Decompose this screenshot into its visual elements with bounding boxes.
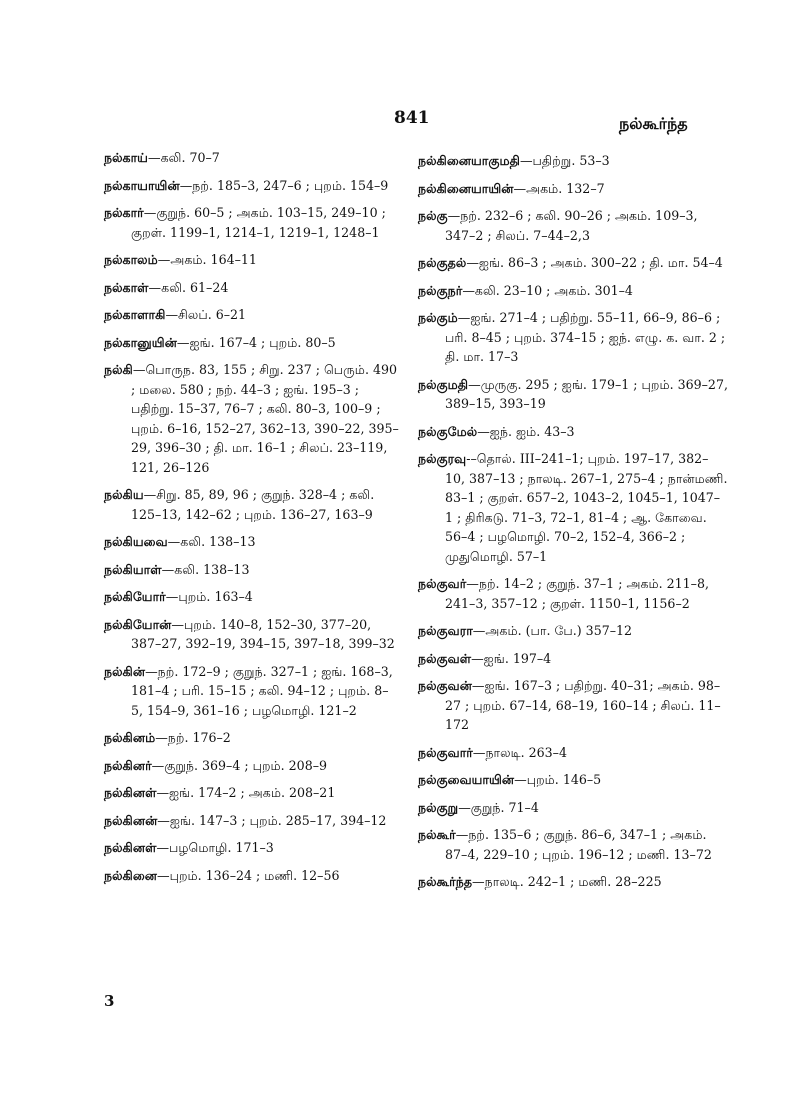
entry-headword: நல்காய் <box>104 150 148 165</box>
entry-headword: நல்குதல் <box>418 255 467 270</box>
index-entry <box>418 206 728 245</box>
entry-headword: நல்கினை <box>104 867 157 883</box>
entry-headword: நல்குவார் <box>418 744 473 760</box>
index-entry <box>418 308 728 367</box>
entry-references: —பொருந. 83, 155 ; சிறு. 237 ; பெரும். 490 ; மலை. 580 ; நற். 44–3 ; ஐங். 195–3 ; பதிற்று. 15–37, 76–7 ; கலி. 80–3, 100–9 ; புறம். 6–16, 152–27, 362–13, 390–22, 395–29, 396–30 ; தி. மா. 16–1 ; சிலப். 23–119, 121, 26–126 <box>131 362 399 475</box>
entry-references: —நற். 185–3, 247–6 ; புறம். 154–9 <box>179 177 389 193</box>
entry-headword: நல்கும் <box>418 310 458 325</box>
index-entry <box>104 203 400 242</box>
running-head: நல்கூர்ந்த <box>619 114 688 133</box>
index-entry <box>104 615 400 654</box>
page-number: 841 <box>394 108 430 128</box>
index-entry <box>418 151 728 171</box>
index-entry <box>104 866 400 886</box>
entry-headword: நல்கினன் <box>104 812 158 828</box>
entry-references: —கலி. 61–24 <box>148 279 229 295</box>
entry-headword: நல்கூர் <box>418 827 456 842</box>
entry-headword: நல்காளாகி <box>104 307 166 322</box>
entry-references: —கலி. 23–10 ; அகம். 301–4 <box>462 282 633 298</box>
index-entry <box>104 811 400 831</box>
index-entry <box>104 250 400 270</box>
entry-references: —ஐங். 86–3 ; அகம். 300–22 ; தி. மா. 54–4 <box>466 255 723 270</box>
entry-headword: நல்கினர் <box>104 757 152 773</box>
entry-headword: நல்கினையாகுமதி <box>418 153 520 168</box>
entry-headword: நல்குரவு <box>418 451 467 466</box>
index-entry <box>418 770 728 790</box>
entry-references: —குறுந். 71–4 <box>458 799 539 815</box>
index-entry <box>418 449 728 566</box>
entry-headword: நல்கினள் <box>104 840 157 855</box>
index-entry <box>418 649 728 669</box>
index-entry <box>418 281 728 301</box>
entry-references: —கலி. 138–13 <box>167 534 256 549</box>
index-entry <box>104 360 400 477</box>
entry-references: —நற். 14–2 ; குறுந். 37–1 ; அகம். 211–8, 241–3, 357–12 ; குறள். 1150–1, 1156–2 <box>445 576 709 611</box>
index-entry <box>104 728 400 748</box>
entry-references: —புறம். 136–24 ; மணி. 12–56 <box>156 867 340 883</box>
entry-references: —புறம். 146–5 <box>514 772 602 787</box>
index-entry <box>104 305 400 325</box>
entry-references: —பழமொழி. 171–3 <box>156 840 274 855</box>
entry-headword: நல்குமேல் <box>418 423 478 439</box>
entry-references: —குறுந். 60–5 ; அகம். 103–15, 249–10 ; குறள். 1199–1, 1214–1, 1219–1, 1248–1 <box>131 205 386 240</box>
entry-references: —ஐங். 197–4 <box>471 650 552 666</box>
entry-headword: நல்கானுயின் <box>104 334 177 350</box>
entry-headword: நல்குவள் <box>418 650 472 666</box>
entry-references: —ஐந். ஐம். 43–3 <box>477 423 575 439</box>
index-entry <box>104 756 400 776</box>
entry-headword: நல்காலம் <box>104 252 158 267</box>
index-entry <box>104 485 400 524</box>
index-entry <box>104 560 400 580</box>
entry-headword: நல்கினள் <box>104 785 157 800</box>
index-entry <box>418 179 728 199</box>
index-entry <box>104 783 400 803</box>
entry-headword: நல்கினையாயின் <box>418 180 514 196</box>
entry-headword: நல்கியாள் <box>104 561 162 577</box>
entry-headword: நல்காயாயின் <box>104 177 180 193</box>
entry-references: —நாலடி. 263–4 <box>472 744 567 760</box>
entry-headword: நல்கியோன் <box>104 616 172 632</box>
entry-headword: நல்குநர் <box>418 282 463 298</box>
entry-headword: நல்கினம் <box>104 730 156 745</box>
index-entry <box>418 872 728 892</box>
entry-references: —சிறு. 85, 89, 96 ; குறுந். 328–4 ; கலி. 125–13, 142–62 ; புறம். 136–27, 163–9 <box>131 487 375 522</box>
index-entry <box>418 676 728 735</box>
index-entry <box>418 253 728 273</box>
entry-references: —ஐங். 167–3 ; பதிற்று. 40–31; அகம். 98–27 ; புறம். 67–14, 68–19, 160–14 ; சிலப். 11–172 <box>445 678 721 732</box>
index-entry <box>104 838 400 858</box>
index-entry <box>104 532 400 552</box>
index-entry <box>418 825 728 864</box>
index-entry <box>104 662 400 721</box>
entry-references: —நற். 172–9 ; குறுந். 327–1 ; ஐங். 168–3, 181–4 ; பரி. 15–15 ; கலி. 94–12 ; புறம். 8–5, 154–9, 361–16 ; பழமொழி. 121–2 <box>131 663 393 718</box>
index-entry <box>418 574 728 613</box>
entry-references: —நற். 135–6 ; குறுந். 86–6, 347–1 ; அகம். 87–4, 229–10 ; புறம். 196–12 ; மணி. 13–72 <box>445 827 712 862</box>
entry-headword: நல்கிய <box>104 487 144 502</box>
entry-references: —ஐங். 167–4 ; புறம். 80–5 <box>176 334 336 350</box>
entry-headword: நல்குவன் <box>418 678 472 693</box>
entry-headword: நல்கூர்ந்த <box>418 874 473 889</box>
entry-references: —கலி. 70–7 <box>147 150 220 165</box>
entry-references: —குறுந். 369–4 ; புறம். 208–9 <box>151 757 328 773</box>
entry-headword: நல்குவர் <box>418 576 467 591</box>
entry-headword: நல்கார் <box>104 205 144 220</box>
entry-references: —ஐங். 147–3 ; புறம். 285–17, 394–12 <box>157 812 387 828</box>
entry-references: —பதிற்று. 53–3 <box>519 153 610 168</box>
entry-references: —புறம். 140–8, 152–30, 377–20, 387–27, 392–19, 394–15, 397–18, 399–32 <box>131 616 395 651</box>
index-entry <box>418 422 728 442</box>
index-entry <box>418 798 728 818</box>
index-entry <box>418 621 728 641</box>
entry-references: —நற். 176–2 <box>155 730 231 745</box>
index-entry <box>104 176 400 196</box>
right-column <box>418 151 728 900</box>
entry-headword: நல்காள் <box>104 279 149 295</box>
entry-references: —முருகு. 295 ; ஐங். 179–1 ; புறம். 369–27, 389–15, 393–19 <box>445 376 728 411</box>
entry-references: —ஐங். 271–4 ; பதிற்று. 55–11, 66–9, 86–6 ; பரி. 8–45 ; புறம். 374–15 ; ஐந். எழு. க. வா. 2 ; தி. மா. 17–3 <box>445 310 726 364</box>
entry-references: -–தொல். III–241–1; புறம். 197–17, 382–10, 387–13 ; நாலடி. 267–1, 275–4 ; நான்மணி. 83–1 ; குறள். 657–2, 1043–2, 1045–1, 1047–1 ; திரிகடு. 71–3, 72–1, 81–4 ; ஆ. கோவை. 56–4 ; பழமொழி. 70–2, 152–4, 366–2 ; முதுமொழி. 57–1 <box>445 451 728 564</box>
entry-headword: நல்கின் <box>104 663 146 679</box>
left-column <box>104 148 400 893</box>
entry-headword: நல்கு <box>418 208 448 223</box>
entry-headword: நல்குமதி <box>418 376 469 392</box>
index-entry <box>418 375 728 414</box>
entry-references: —சிலப். 6–21 <box>165 307 247 322</box>
index-entry <box>104 278 400 298</box>
entry-headword: நல்கியவை <box>104 534 168 549</box>
index-entry <box>104 333 400 353</box>
signature-mark: 3 <box>104 992 115 1010</box>
entry-headword: நல்குவையாயின் <box>418 772 515 787</box>
entry-references: —புறம். 163–4 <box>165 589 253 604</box>
index-entry <box>418 743 728 763</box>
entry-references: —ஐங். 174–2 ; அகம். 208–21 <box>156 785 336 800</box>
entry-references: —அகம். (பா. பே.) 357–12 <box>472 623 633 638</box>
entry-references: —கலி. 138–13 <box>161 561 250 577</box>
index-entry <box>104 148 400 168</box>
entry-references: —அகம். 164–11 <box>157 252 257 267</box>
entry-headword: நல்குறு <box>418 799 459 815</box>
entry-references: —அகம். 132–7 <box>513 180 605 196</box>
entry-headword: நல்கியோர் <box>104 589 166 604</box>
entry-headword: நல்கி <box>104 362 133 377</box>
entry-references: —நாலடி. 242–1 ; மணி. 28–225 <box>472 874 662 889</box>
entry-references: —நற். 232–6 ; கலி. 90–26 ; அகம். 109–3, 347–2 ; சிலப். 7–44–2,3 <box>445 208 698 243</box>
entry-headword: நல்குவரா <box>418 623 473 638</box>
index-entry <box>104 587 400 607</box>
